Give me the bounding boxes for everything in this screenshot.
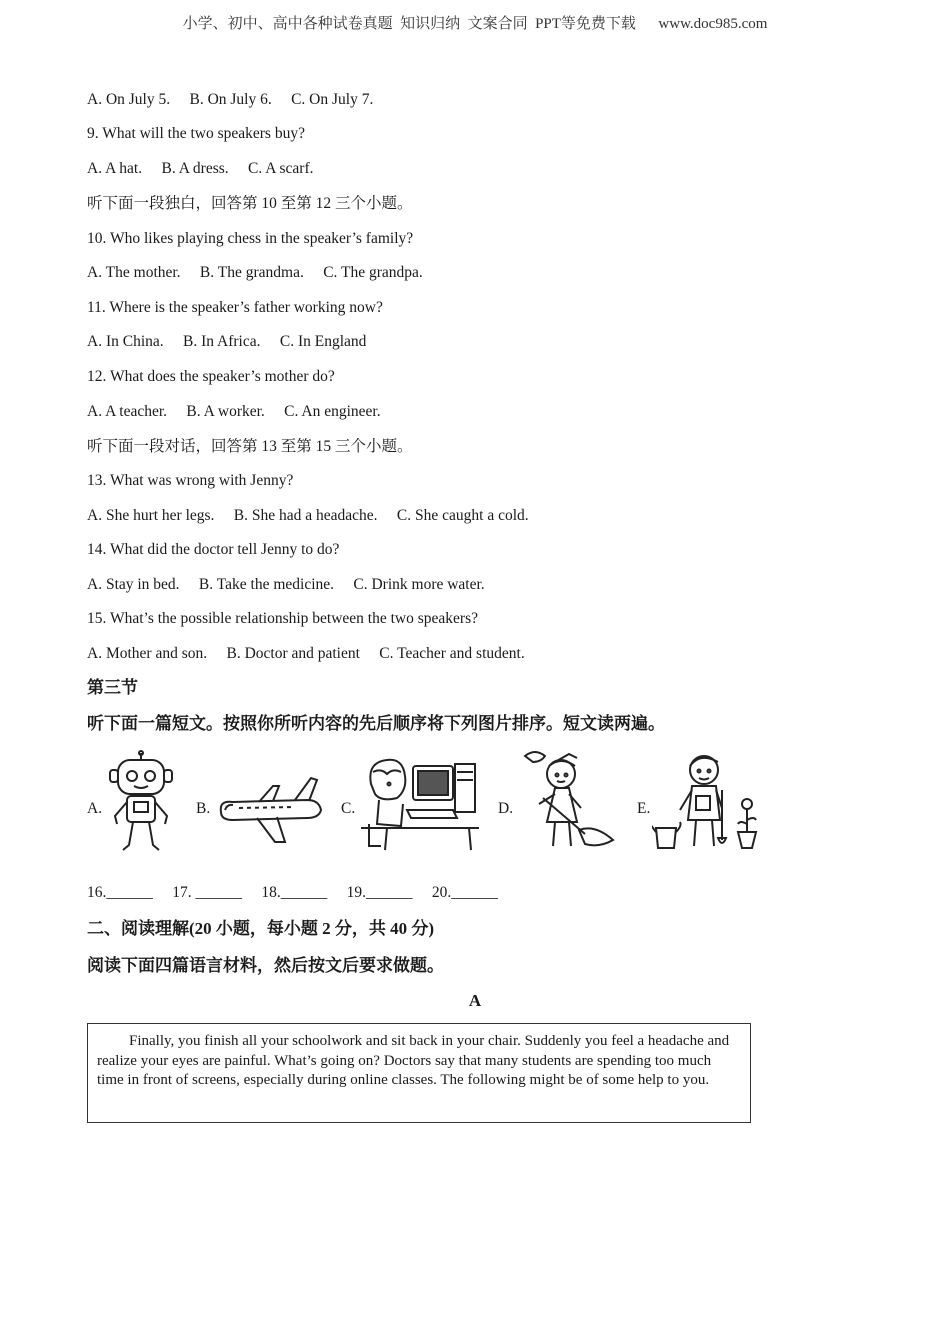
computer-user-icon — [357, 754, 483, 854]
picture-label-d: D. — [498, 800, 514, 817]
question-11-options: A. In China. B. In Africa. C. In England — [87, 333, 367, 350]
picture-row — [87, 750, 767, 860]
question-10: 10. Who likes playing chess in the speaker’s family? — [87, 230, 414, 247]
part-2-title: 二、阅读理解(20 小题，每小题 2 分，共 40 分) — [87, 919, 435, 938]
question-9: 9. What will the two speakers buy? — [87, 125, 305, 142]
question-15: 15. What’s the possible relationship between the two speakers? — [87, 610, 478, 627]
robot-icon — [105, 750, 177, 855]
question-12: 12. What does the speaker’s mother do? — [87, 368, 335, 385]
dialogue-instruction: 听下面一段对话，回答第 13 至第 15 三个小题。 — [87, 438, 413, 455]
passage-box — [87, 1023, 751, 1123]
question-14: 14. What did the doctor tell Jenny to do? — [87, 541, 340, 558]
picture-label-a: A. — [87, 800, 103, 817]
part-2-instruction: 阅读下面四篇语言材料，然后按文后要求做题。 — [87, 956, 444, 975]
question-13: 13. What was wrong with Jenny? — [87, 472, 294, 489]
page-header: 小学、初中、高中各种试卷真题 知识归纳 文案合同 PPT等免费下载 www.doc985.com — [182, 16, 768, 32]
question-9-options: A. A hat. B. A dress. C. A scarf. — [87, 160, 314, 177]
question-13-options: A. She hurt her legs. B. She had a headache. C. She caught a cold. — [87, 507, 529, 524]
question-8-options: A. On July 5. B. On July 6. C. On July 7. — [87, 91, 374, 108]
section-3-instruction: 听下面一篇短文。按照你所听内容的先后顺序将下列图片排序。短文读两遍。 — [87, 714, 665, 733]
boy-gardening-icon — [652, 750, 762, 854]
picture-label-b: B. — [196, 800, 211, 817]
answer-blanks: 16.______ 17. ______ 18.______ 19.______ 20.______ — [87, 884, 498, 901]
question-10-options: A. The mother. B. The grandma. C. The grandpa. — [87, 264, 423, 281]
section-3-title: 第三节 — [87, 678, 138, 697]
passage-text: Finally, you finish all your schoolwork and sit back in your chair. Suddenly you feel a headache and realize your eyes are painful. What’s going on? Doctors say that many students are spending too much time in front of screens, especially during online classes. The following might be of some help to you. — [97, 1033, 730, 1088]
question-11: 11. Where is the speaker’s father working now? — [87, 299, 383, 316]
picture-label-e: E. — [637, 800, 651, 817]
question-12-options: A. A teacher. B. A worker. C. An engineer. — [87, 403, 381, 420]
airplane-icon — [215, 770, 327, 850]
passage-label: A — [468, 991, 482, 1010]
monologue-instruction: 听下面一段独白，回答第 10 至第 12 三个小题。 — [87, 195, 413, 212]
question-15-options: A. Mother and son. B. Doctor and patient C. Teacher and student. — [87, 645, 525, 662]
question-14-options: A. Stay in bed. B. Take the medicine. C. Drink more water. — [87, 576, 485, 593]
girl-sweeping-icon — [515, 748, 621, 854]
picture-label-c: C. — [341, 800, 356, 817]
